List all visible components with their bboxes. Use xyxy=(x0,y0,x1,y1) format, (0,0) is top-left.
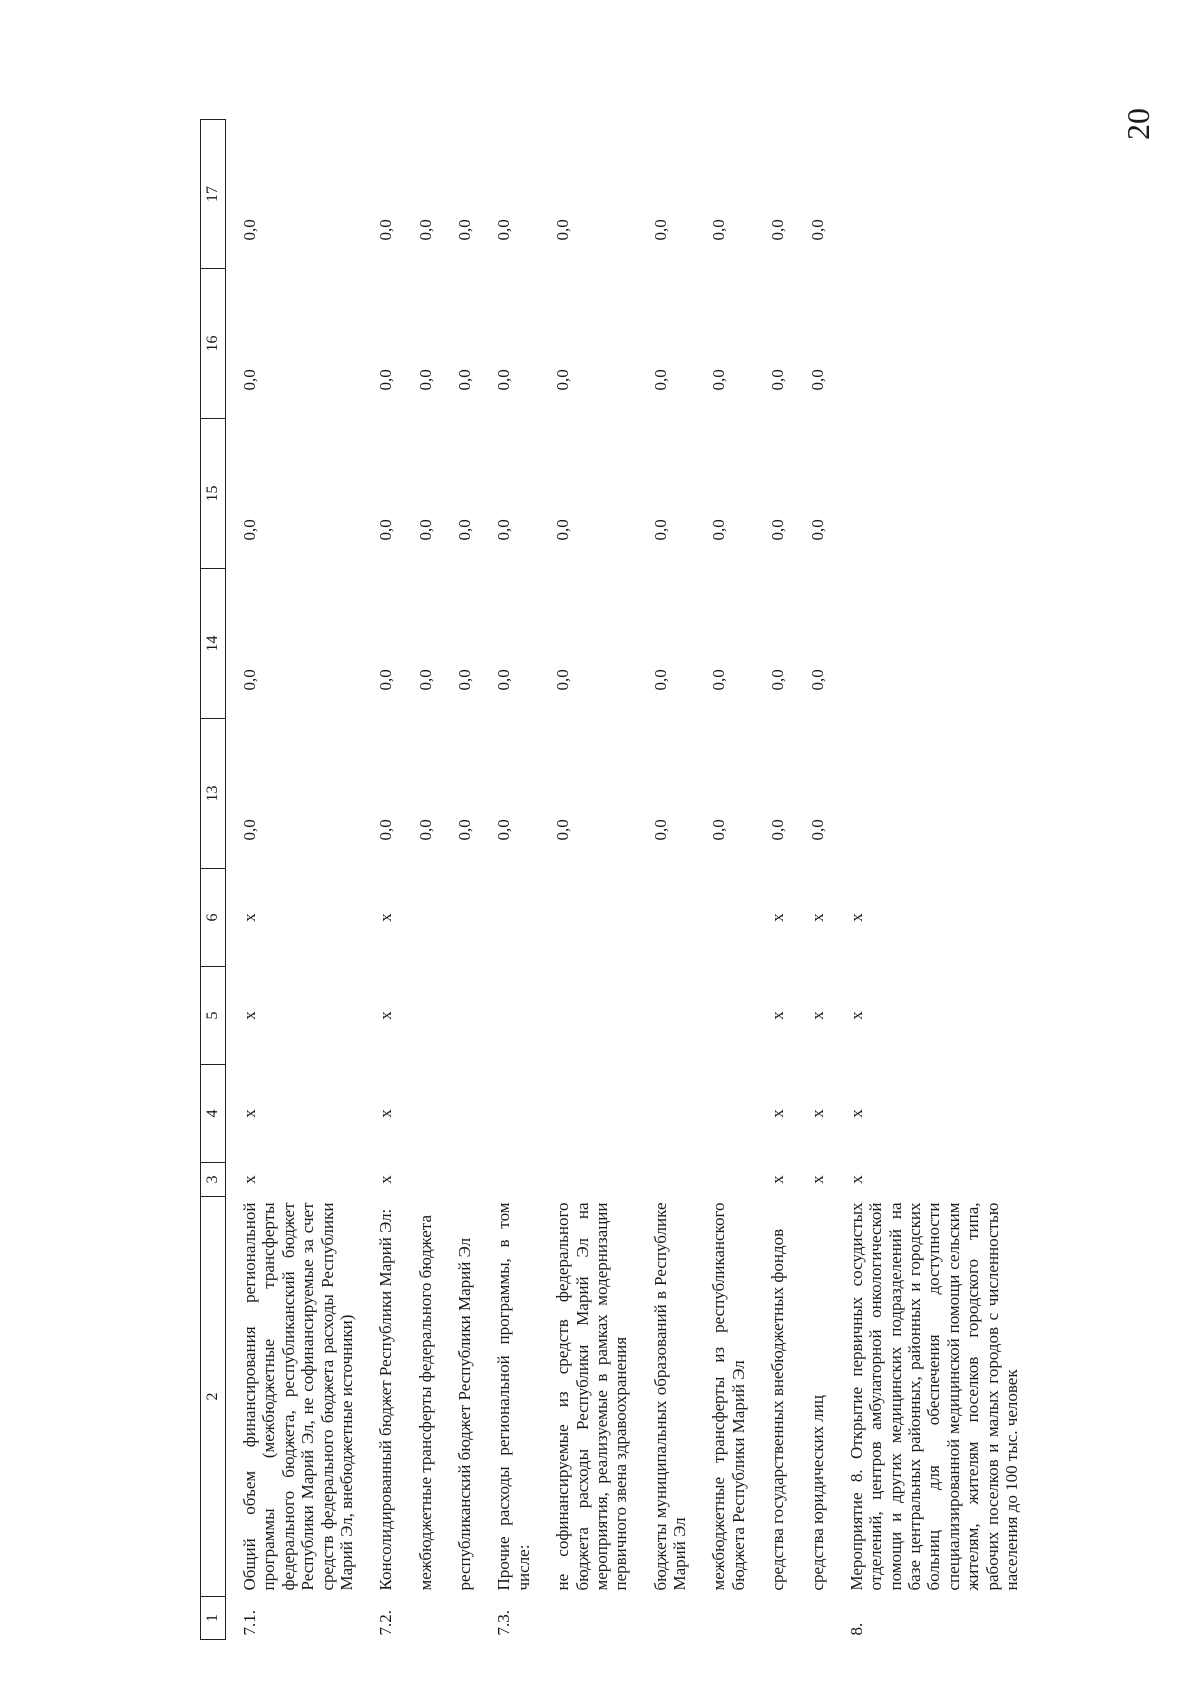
table-row xyxy=(758,120,797,1640)
value-col14: 0,0 xyxy=(376,669,396,691)
cell-col3: х xyxy=(376,1175,396,1184)
col-header-16: 16 xyxy=(201,269,226,419)
value-col16: 0,0 xyxy=(807,369,827,391)
table-row xyxy=(406,120,445,1640)
value-col14: 0,0 xyxy=(494,669,514,691)
cell-col4 xyxy=(484,1065,543,1163)
value-col17: 0,0 xyxy=(455,219,474,241)
value-col15: 0,0 xyxy=(376,519,396,541)
value-col17: 0,0 xyxy=(553,219,573,241)
cell-col4: х xyxy=(376,1109,396,1118)
table-row xyxy=(226,120,367,1640)
cell-col6 xyxy=(484,869,543,967)
value-col15: 0,0 xyxy=(494,519,514,541)
cell-col5 xyxy=(484,967,543,1065)
cell-col6: х xyxy=(376,913,396,922)
cell-col5 xyxy=(699,967,758,1065)
value-col15: 0,0 xyxy=(415,519,435,541)
value-col16 xyxy=(837,269,1031,419)
col-header-13: 13 xyxy=(201,719,226,869)
value-col15: 0,0 xyxy=(455,519,474,541)
value-col16: 0,0 xyxy=(415,369,435,391)
value-col16: 0,0 xyxy=(455,369,474,391)
row-number xyxy=(406,1597,445,1640)
row-description: Общий объем финансирования региональной программы (межбюджетные трансферты федерального бюджета, республиканский бюджет Республики Марий Эл, не софинансируемые за счет средств федерального бюджета расходы Республики Марий Эл, внебюджетные источники) xyxy=(240,1202,356,1591)
cell-col4: х xyxy=(807,1109,827,1118)
cell-col5: х xyxy=(240,1011,259,1020)
value-col17: 0,0 xyxy=(494,219,514,241)
cell-col5 xyxy=(543,967,641,1065)
table-row xyxy=(798,120,837,1640)
value-col17: 0,0 xyxy=(376,219,396,241)
cell-col3 xyxy=(543,1163,641,1197)
value-col13: 0,0 xyxy=(650,819,670,841)
cell-col6: х xyxy=(807,913,827,922)
cell-col3 xyxy=(445,1163,484,1197)
value-col15 xyxy=(837,419,1031,569)
row-number: 7.2. xyxy=(376,1610,396,1636)
row-description: республиканский бюджет Республики Марий Эл xyxy=(455,1237,474,1591)
cell-col6 xyxy=(699,869,758,967)
cell-col6: х xyxy=(240,913,259,922)
cell-col5: х xyxy=(807,1011,827,1020)
value-col13: 0,0 xyxy=(709,819,729,841)
col-header-4: 4 xyxy=(201,1065,226,1163)
row-description: межбюджетные трансферты из республиканского бюджета Республики Марий Эл xyxy=(709,1202,748,1591)
row-description: бюджеты муниципальных образований в Республике Марий Эл xyxy=(650,1202,689,1591)
row-number: 8. xyxy=(846,1622,866,1636)
value-col14: 0,0 xyxy=(553,669,573,691)
cell-col6 xyxy=(445,869,484,967)
row-number xyxy=(543,1597,641,1640)
table-row xyxy=(366,120,405,1640)
cell-col5: х xyxy=(768,1011,788,1020)
row-number: 7.3. xyxy=(494,1610,514,1636)
value-col16: 0,0 xyxy=(494,369,514,391)
value-col14: 0,0 xyxy=(768,669,788,691)
value-col15: 0,0 xyxy=(768,519,788,541)
row-number xyxy=(699,1597,758,1640)
cell-col6: х xyxy=(768,913,788,922)
cell-col5 xyxy=(641,967,700,1065)
value-col14: 0,0 xyxy=(807,669,827,691)
row-number xyxy=(445,1597,484,1640)
col-header-15: 15 xyxy=(201,419,226,569)
cell-col5 xyxy=(445,967,484,1065)
value-col16: 0,0 xyxy=(240,369,259,391)
value-col15: 0,0 xyxy=(553,519,573,541)
row-number xyxy=(798,1597,837,1640)
cell-col5: х xyxy=(376,1011,396,1020)
cell-col4 xyxy=(445,1065,484,1163)
row-description: средства государственных внебюджетных фондов xyxy=(768,1228,788,1591)
value-col15: 0,0 xyxy=(709,519,729,541)
cell-col4: х xyxy=(240,1109,259,1118)
cell-col4 xyxy=(699,1065,758,1163)
cell-col3 xyxy=(406,1163,445,1197)
value-col17: 0,0 xyxy=(768,219,788,241)
row-description: средства юридических лиц xyxy=(807,1395,827,1591)
value-col14: 0,0 xyxy=(650,669,670,691)
table-row xyxy=(699,120,758,1640)
cell-col3: х xyxy=(768,1175,788,1184)
col-header-6: 6 xyxy=(201,869,226,967)
table-row xyxy=(484,120,543,1640)
cell-col3 xyxy=(484,1163,543,1197)
row-description: Мероприятие 8. Открытие первичных сосудистых отделений, центров амбулаторной онкологической помощи и других медицинских подразделений на базе центральных районных, районных и городских больниц для обеспечения доступности специализированной медицинской помощи сельским жителям, жителям поселков городского типа, рабочих поселков и малых городов с численностью населения до 100 тыс. человек xyxy=(846,1202,1021,1591)
value-col17 xyxy=(837,120,1031,269)
value-col16: 0,0 xyxy=(650,369,670,391)
cell-col3 xyxy=(699,1163,758,1197)
col-header-14: 14 xyxy=(201,569,226,719)
col-header-5: 5 xyxy=(201,967,226,1065)
value-col17: 0,0 xyxy=(709,219,729,241)
table-body xyxy=(226,120,1032,1640)
cell-col3: х xyxy=(846,1175,866,1184)
value-col14: 0,0 xyxy=(709,669,729,691)
value-col13: 0,0 xyxy=(768,819,788,841)
row-description: Консолидированный бюджет Республики Марий Эл: xyxy=(376,1208,396,1591)
col-header-1: 1 xyxy=(201,1597,226,1640)
value-col13: 0,0 xyxy=(240,819,259,841)
value-col16: 0,0 xyxy=(376,369,396,391)
row-description: Прочие расходы региональной программы, в том числе: xyxy=(494,1202,533,1591)
cell-col3: х xyxy=(807,1175,827,1184)
value-col17: 0,0 xyxy=(415,219,435,241)
value-col15: 0,0 xyxy=(650,519,670,541)
value-col14: 0,0 xyxy=(415,669,435,691)
row-description: межбюджетные трансферты федерального бюджета xyxy=(415,1215,435,1591)
value-col14: 0,0 xyxy=(240,669,259,691)
row-number: 7.1. xyxy=(240,1610,259,1636)
cell-col6 xyxy=(641,869,700,967)
rotated-table-sheet xyxy=(200,108,1190,1640)
header-row xyxy=(201,120,226,1640)
cell-col6 xyxy=(543,869,641,967)
cell-col4 xyxy=(543,1065,641,1163)
table-row xyxy=(837,120,1031,1640)
row-number xyxy=(641,1597,700,1640)
table-row xyxy=(445,120,484,1640)
table-row xyxy=(641,120,700,1640)
value-col17: 0,0 xyxy=(807,219,827,241)
value-col16: 0,0 xyxy=(709,369,729,391)
value-col13: 0,0 xyxy=(376,819,396,841)
value-col15: 0,0 xyxy=(807,519,827,541)
value-col13: 0,0 xyxy=(553,819,573,841)
row-description: не софинансируемые из средств федерального бюджета расходы Республики Марий Эл на мероприятия, реализуемые в рамках модернизации первичного звена здравоохранения xyxy=(553,1202,631,1591)
col-header-3: 3 xyxy=(201,1163,226,1197)
cell-col4: х xyxy=(768,1109,788,1118)
value-col14 xyxy=(837,569,1031,719)
value-col14: 0,0 xyxy=(455,669,474,691)
cell-col6: х xyxy=(846,913,866,922)
cell-col3 xyxy=(641,1163,700,1197)
table-row xyxy=(543,120,641,1640)
value-col16: 0,0 xyxy=(553,369,573,391)
page-number: 20 xyxy=(1120,108,1156,140)
value-col17: 0,0 xyxy=(650,219,670,241)
value-col17: 0,0 xyxy=(240,219,259,241)
cell-col4 xyxy=(406,1065,445,1163)
cell-col3: х xyxy=(240,1175,259,1184)
value-col13: 0,0 xyxy=(494,819,514,841)
cell-col4: х xyxy=(846,1109,866,1118)
value-col13: 0,0 xyxy=(415,819,435,841)
value-col13: 0,0 xyxy=(807,819,827,841)
cell-col6 xyxy=(406,869,445,967)
cell-col4 xyxy=(641,1065,700,1163)
value-col16: 0,0 xyxy=(768,369,788,391)
value-col13 xyxy=(837,719,1031,869)
col-header-17: 17 xyxy=(201,120,226,269)
cell-col5: х xyxy=(846,1011,866,1020)
value-col13: 0,0 xyxy=(455,819,474,841)
row-number xyxy=(758,1597,797,1640)
value-col15: 0,0 xyxy=(240,519,259,541)
financing-table xyxy=(200,119,1031,1640)
cell-col5 xyxy=(406,967,445,1065)
col-header-2: 2 xyxy=(201,1197,226,1597)
